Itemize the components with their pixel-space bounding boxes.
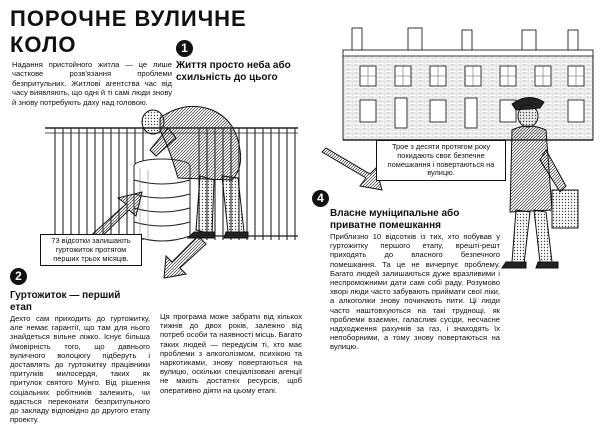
stage-4-callout: Трое з десяти протягом року покидають своє безпечне помешкання і повертаються на вулицю. — [376, 140, 506, 181]
stage-2-body: Дехто сам приходить до гуртожитку, але немає гарантії, що там для нього знайдеться вільне ліжко. Існує більша ймовірність того, що давнього вуличного волоцюгу підберуть і доставлять до гуртожитку працівники притулків милосердя, таких як притулок святого Мунго. Від рішення соціальних робітників залежить, чи вдасться переконати безпритульного до закладу відповідно до другого етапу проекту. — [10, 314, 150, 425]
arrow-right-panel — [322, 148, 382, 190]
terrace-houses — [343, 28, 593, 140]
stage-4-heading: Власне муніципальне або приватне помешкання — [330, 208, 460, 231]
stage-4-body: Приблизно 10 відсотків із тих, хто побував у гуртожитку першого етапу, врешті-решт приходять до власного безпечного помешкання. Та це не вичерпує проблему. Багато людей залишаються дуже вразливими і неспроможними дати самі собі раду. Розумово хворі люди часто забувають приймати свої ліки, а алкоголіки знову починають пити. Ці люди часто наштовхуються на такі труднощі, як проблеми взаємин, галасливі сусіди, несчасне надходження рахунків за газ, і знаходять їх непоборними, а тому знову повертаються на вулицю. — [330, 232, 500, 352]
stage-4-number: 4 — [312, 190, 329, 207]
page-title: ПОРОЧНЕ ВУЛИЧНЕ КОЛО — [10, 6, 247, 57]
arrow-lower — [164, 236, 206, 278]
stage-2-number: 2 — [10, 268, 27, 285]
stage-1-number: 1 — [176, 40, 193, 57]
middle-text: Ця програма може забрати від кількох тижнів до двох років, залежно від потреб особи та наявності місць. Багато таких людей — передусім ті, хто має проблеми з алкоголізмом, психікою та наркотиками, знову повертаються на вулицю, оскільки спеціалізовані агенції не мають достатніх ресурсів, щоб оперативно діяти на цьому етапі. — [160, 312, 302, 395]
intro-text: Надання пристойного житла — це лише часткове розв'язання проблеми безпритульних. Житлові агентства час від часу виявляють, що одні й ті самі люди знову й знову потребують даху над головою. — [12, 60, 172, 107]
stage-2-callout: 73 відсотки залишають гуртожиток протягом перших трьох місяців. — [40, 234, 142, 266]
stage-2-heading: Гуртожиток — перший етап — [10, 290, 121, 313]
stage-1-heading: Життя просто неба або схильність до цього — [176, 60, 291, 83]
